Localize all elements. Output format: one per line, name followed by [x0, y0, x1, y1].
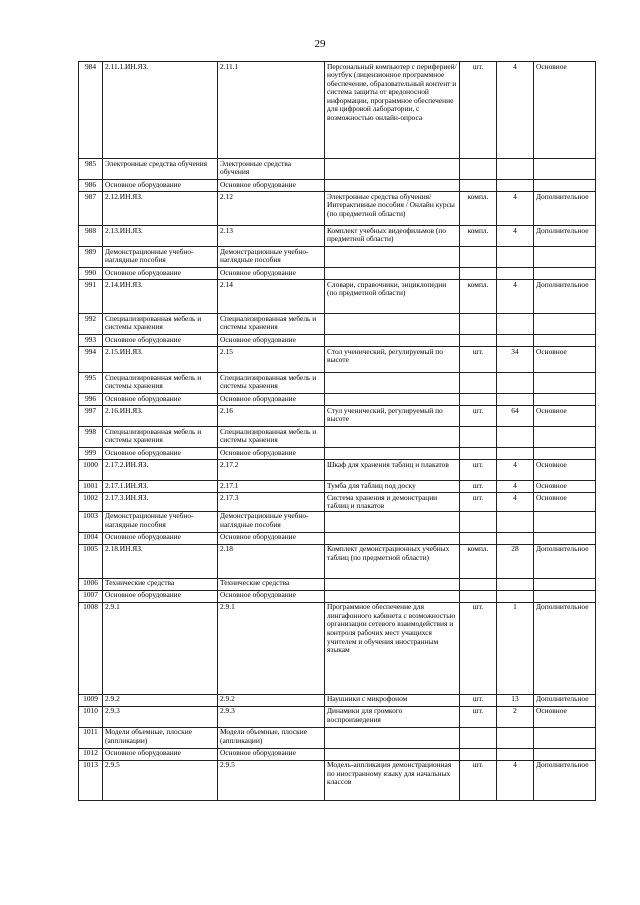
row-number-cell: 1002: [79, 493, 103, 512]
code-cell: Основное оборудование: [103, 590, 218, 602]
type-cell: [534, 578, 596, 590]
row-number-cell: 994: [79, 347, 103, 373]
reference-cell: Основное оборудование: [218, 394, 325, 406]
table-row: [79, 226, 596, 247]
unit-cell: [460, 727, 497, 748]
unit-cell: шт.: [460, 493, 497, 512]
type-cell: [534, 180, 596, 192]
quantity-cell: 4: [497, 481, 534, 493]
row-number-cell: 1003: [79, 511, 103, 532]
quantity-cell: 2: [497, 706, 534, 727]
type-cell: [534, 247, 596, 268]
table-row: [79, 268, 596, 280]
type-cell: [534, 373, 596, 394]
type-cell: Дополнительное: [534, 544, 596, 578]
item-name-cell: [325, 448, 460, 460]
code-cell: 2.17.1.ИН.ЯЗ.: [103, 481, 218, 493]
row-number-cell: 987: [79, 192, 103, 226]
table-row: [79, 532, 596, 544]
reference-cell: 2.9.5: [218, 760, 325, 800]
reference-cell: Основное оборудование: [218, 448, 325, 460]
item-name-cell: Тумба для таблиц под доску: [325, 481, 460, 493]
row-number-cell: 984: [79, 62, 103, 159]
item-name-cell: [325, 578, 460, 590]
row-number-cell: 1009: [79, 694, 103, 706]
code-cell: 2.16.ИН.ЯЗ.: [103, 406, 218, 427]
type-cell: Основное: [534, 406, 596, 427]
quantity-cell: 13: [497, 694, 534, 706]
reference-cell: 2.9.1: [218, 602, 325, 694]
unit-cell: шт.: [460, 694, 497, 706]
quantity-cell: [497, 268, 534, 280]
quantity-cell: [497, 394, 534, 406]
code-cell: Основное оборудование: [103, 335, 218, 347]
code-cell: Специализированная мебель и системы хранения: [103, 314, 218, 335]
item-name-cell: [325, 335, 460, 347]
code-cell: 2.17.2.ИН.ЯЗ.: [103, 460, 218, 481]
table-row: [79, 192, 596, 226]
quantity-cell: 64: [497, 406, 534, 427]
row-number-cell: 999: [79, 448, 103, 460]
item-name-cell: [325, 727, 460, 748]
code-cell: Основное оборудование: [103, 394, 218, 406]
row-number-cell: 989: [79, 247, 103, 268]
unit-cell: [460, 180, 497, 192]
table-row: [79, 314, 596, 335]
row-number-cell: 988: [79, 226, 103, 247]
type-cell: [534, 268, 596, 280]
quantity-cell: 1: [497, 602, 534, 694]
quantity-cell: [497, 159, 534, 180]
type-cell: Дополнительное: [534, 280, 596, 314]
item-name-cell: Шкаф для хранения таблиц и плакатов: [325, 460, 460, 481]
type-cell: Дополнительное: [534, 602, 596, 694]
item-name-cell: [325, 247, 460, 268]
item-name-cell: [325, 532, 460, 544]
code-cell: Модели объемные, плоские (аппликации): [103, 727, 218, 748]
type-cell: [534, 748, 596, 760]
unit-cell: шт.: [460, 406, 497, 427]
unit-cell: шт.: [460, 481, 497, 493]
row-number-cell: 997: [79, 406, 103, 427]
quantity-cell: 4: [497, 62, 534, 159]
unit-cell: [460, 511, 497, 532]
item-name-cell: Персональный компьютер с периферией/ноутбук (лицензионное программное обеспечение, образовательный контент и система защиты от вредоносной информации, программное обеспечение для цифровой лаборатории, с возможностью онлайн-опроса: [325, 62, 460, 159]
quantity-cell: 28: [497, 544, 534, 578]
item-name-cell: Динамики для громкого воспроизведения: [325, 706, 460, 727]
row-number-cell: 1008: [79, 602, 103, 694]
table-row: [79, 427, 596, 448]
code-cell: 2.9.5: [103, 760, 218, 800]
table-row: [79, 590, 596, 602]
code-cell: 2.18.ИН.ЯЗ.: [103, 544, 218, 578]
code-cell: 2.9.3: [103, 706, 218, 727]
reference-cell: 2.9.2: [218, 694, 325, 706]
unit-cell: [460, 268, 497, 280]
code-cell: Основное оборудование: [103, 180, 218, 192]
unit-cell: [460, 335, 497, 347]
code-cell: 2.15.ИН.ЯЗ.: [103, 347, 218, 373]
unit-cell: компл.: [460, 544, 497, 578]
quantity-cell: 4: [497, 493, 534, 512]
reference-cell: Технические средства: [218, 578, 325, 590]
table-row: [79, 493, 596, 512]
row-number-cell: 1001: [79, 481, 103, 493]
table-row: [79, 544, 596, 578]
item-name-cell: Стол ученический, регулируемый по высоте: [325, 347, 460, 373]
row-number-cell: 1000: [79, 460, 103, 481]
type-cell: Дополнительное: [534, 694, 596, 706]
quantity-cell: [497, 180, 534, 192]
type-cell: [534, 590, 596, 602]
type-cell: [534, 427, 596, 448]
reference-cell: Основное оборудование: [218, 532, 325, 544]
quantity-cell: [497, 448, 534, 460]
type-cell: Основное: [534, 706, 596, 727]
table-row: [79, 62, 596, 159]
unit-cell: компл.: [460, 280, 497, 314]
quantity-cell: [497, 314, 534, 335]
reference-cell: 2.11.1: [218, 62, 325, 159]
row-number-cell: 986: [79, 180, 103, 192]
code-cell: Основное оборудование: [103, 532, 218, 544]
unit-cell: [460, 748, 497, 760]
table-row: [79, 335, 596, 347]
code-cell: Основное оборудование: [103, 268, 218, 280]
type-cell: Дополнительное: [534, 192, 596, 226]
type-cell: [534, 448, 596, 460]
quantity-cell: [497, 511, 534, 532]
item-name-cell: [325, 748, 460, 760]
unit-cell: шт.: [460, 62, 497, 159]
quantity-cell: 4: [497, 280, 534, 314]
code-cell: 2.14.ИН.ЯЗ.: [103, 280, 218, 314]
quantity-cell: 4: [497, 760, 534, 800]
code-cell: Демонстрационные учебно-наглядные пособия: [103, 511, 218, 532]
code-cell: Специализированная мебель и системы хранения: [103, 373, 218, 394]
code-cell: 2.11.1.ИН.ЯЗ.: [103, 62, 218, 159]
table-row: [79, 394, 596, 406]
item-name-cell: [325, 314, 460, 335]
quantity-cell: [497, 590, 534, 602]
code-cell: 2.9.2: [103, 694, 218, 706]
reference-cell: Основное оборудование: [218, 180, 325, 192]
reference-cell: 2.17.3: [218, 493, 325, 512]
code-cell: 2.17.3.ИН.ЯЗ.: [103, 493, 218, 512]
type-cell: [534, 314, 596, 335]
quantity-cell: 4: [497, 226, 534, 247]
item-name-cell: Словари, справочники, энциклопедии (по предметной области): [325, 280, 460, 314]
item-name-cell: Программное обеспечение для лингафонного кабинета с возможностью организации сетевого взаимодействия и контроля рабочих мест учащихся учителем и обучения иностранным языкам: [325, 602, 460, 694]
item-name-cell: Наушники с микрофоном: [325, 694, 460, 706]
reference-cell: 2.14: [218, 280, 325, 314]
item-name-cell: Электронные средства обучения/Интерактивные пособия / Онлайн курсы (по предметной области): [325, 192, 460, 226]
reference-cell: Специализированная мебель и системы хранения: [218, 373, 325, 394]
equipment-table: [78, 61, 596, 801]
reference-cell: Основное оборудование: [218, 335, 325, 347]
item-name-cell: Стул ученический, регулируемый по высоте: [325, 406, 460, 427]
page-number: 29: [314, 38, 326, 50]
code-cell: 2.13.ИН.ЯЗ.: [103, 226, 218, 247]
type-cell: [534, 335, 596, 347]
item-name-cell: [325, 394, 460, 406]
row-number-cell: 995: [79, 373, 103, 394]
table-row: [79, 760, 596, 800]
unit-cell: компл.: [460, 192, 497, 226]
type-cell: [534, 532, 596, 544]
table-row: [79, 602, 596, 694]
quantity-cell: [497, 578, 534, 590]
table-row: [79, 694, 596, 706]
reference-cell: 2.12: [218, 192, 325, 226]
table-row: [79, 748, 596, 760]
row-number-cell: 1007: [79, 590, 103, 602]
unit-cell: [460, 590, 497, 602]
row-number-cell: 1006: [79, 578, 103, 590]
row-number-cell: 991: [79, 280, 103, 314]
reference-cell: Специализированная мебель и системы хранения: [218, 427, 325, 448]
type-cell: [534, 727, 596, 748]
quantity-cell: [497, 335, 534, 347]
type-cell: Основное: [534, 460, 596, 481]
type-cell: Основное: [534, 481, 596, 493]
unit-cell: [460, 394, 497, 406]
code-cell: Технические средства: [103, 578, 218, 590]
reference-cell: 2.9.3: [218, 706, 325, 727]
reference-cell: Специализированная мебель и системы хранения: [218, 314, 325, 335]
row-number-cell: 985: [79, 159, 103, 180]
table-row: [79, 373, 596, 394]
table-row: [79, 159, 596, 180]
item-name-cell: [325, 373, 460, 394]
item-name-cell: [325, 590, 460, 602]
reference-cell: 2.18: [218, 544, 325, 578]
row-number-cell: 996: [79, 394, 103, 406]
type-cell: Дополнительное: [534, 226, 596, 247]
type-cell: Основное: [534, 493, 596, 512]
reference-cell: 2.17.2: [218, 460, 325, 481]
reference-cell: Основное оборудование: [218, 590, 325, 602]
type-cell: [534, 394, 596, 406]
table-row: [79, 247, 596, 268]
unit-cell: шт.: [460, 347, 497, 373]
quantity-cell: [497, 727, 534, 748]
type-cell: Основное: [534, 347, 596, 373]
unit-cell: шт.: [460, 460, 497, 481]
table-row: [79, 280, 596, 314]
table-row: [79, 448, 596, 460]
type-cell: [534, 511, 596, 532]
quantity-cell: 4: [497, 192, 534, 226]
item-name-cell: [325, 268, 460, 280]
row-number-cell: 998: [79, 427, 103, 448]
row-number-cell: 1005: [79, 544, 103, 578]
table-row: [79, 578, 596, 590]
row-number-cell: 1012: [79, 748, 103, 760]
quantity-cell: [497, 532, 534, 544]
code-cell: Основное оборудование: [103, 748, 218, 760]
quantity-cell: 34: [497, 347, 534, 373]
unit-cell: [460, 448, 497, 460]
table-row: [79, 727, 596, 748]
row-number-cell: 1011: [79, 727, 103, 748]
type-cell: [534, 159, 596, 180]
quantity-cell: [497, 427, 534, 448]
type-cell: Основное: [534, 62, 596, 159]
table-row: [79, 481, 596, 493]
unit-cell: [460, 373, 497, 394]
table-row: [79, 180, 596, 192]
unit-cell: шт.: [460, 602, 497, 694]
unit-cell: шт.: [460, 760, 497, 800]
quantity-cell: [497, 247, 534, 268]
code-cell: Специализированная мебель и системы хранения: [103, 427, 218, 448]
reference-cell: Электронные средства обучения: [218, 159, 325, 180]
item-name-cell: Комплект учебных видеофильмов (по предметной области): [325, 226, 460, 247]
code-cell: 2.12.ИН.ЯЗ.: [103, 192, 218, 226]
reference-cell: Основное оборудование: [218, 268, 325, 280]
reference-cell: Модели объемные, плоские (аппликации): [218, 727, 325, 748]
code-cell: 2.9.1: [103, 602, 218, 694]
reference-cell: 2.13: [218, 226, 325, 247]
reference-cell: Основное оборудование: [218, 748, 325, 760]
item-name-cell: Система хранения и демонстрации таблиц и плакатов: [325, 493, 460, 512]
row-number-cell: 992: [79, 314, 103, 335]
code-cell: Основное оборудование: [103, 448, 218, 460]
item-name-cell: Модель-аппликация демонстрационная по иностранному языку для начальных классов: [325, 760, 460, 800]
reference-cell: 2.17.1: [218, 481, 325, 493]
item-name-cell: [325, 180, 460, 192]
quantity-cell: 4: [497, 460, 534, 481]
unit-cell: [460, 247, 497, 268]
row-number-cell: 993: [79, 335, 103, 347]
reference-cell: Демонстрационные учебно-наглядные пособия: [218, 247, 325, 268]
row-number-cell: 1013: [79, 760, 103, 800]
unit-cell: [460, 314, 497, 335]
unit-cell: компл.: [460, 226, 497, 247]
reference-cell: 2.15: [218, 347, 325, 373]
row-number-cell: 990: [79, 268, 103, 280]
unit-cell: [460, 578, 497, 590]
row-number-cell: 1004: [79, 532, 103, 544]
quantity-cell: [497, 373, 534, 394]
table-row: [79, 406, 596, 427]
unit-cell: [460, 159, 497, 180]
reference-cell: 2.16: [218, 406, 325, 427]
unit-cell: [460, 532, 497, 544]
code-cell: Электронные средства обучения: [103, 159, 218, 180]
item-name-cell: Комплект демонстрационных учебных таблиц (по предметной области): [325, 544, 460, 578]
table-row: [79, 460, 596, 481]
item-name-cell: [325, 427, 460, 448]
code-cell: Демонстрационные учебно-наглядные пособия: [103, 247, 218, 268]
unit-cell: шт.: [460, 706, 497, 727]
table-row: [79, 706, 596, 727]
item-name-cell: [325, 159, 460, 180]
item-name-cell: [325, 511, 460, 532]
table-row: [79, 511, 596, 532]
table-row: [79, 347, 596, 373]
reference-cell: Демонстрационные учебно-наглядные пособия: [218, 511, 325, 532]
row-number-cell: 1010: [79, 706, 103, 727]
type-cell: Дополнительное: [534, 760, 596, 800]
quantity-cell: [497, 748, 534, 760]
unit-cell: [460, 427, 497, 448]
